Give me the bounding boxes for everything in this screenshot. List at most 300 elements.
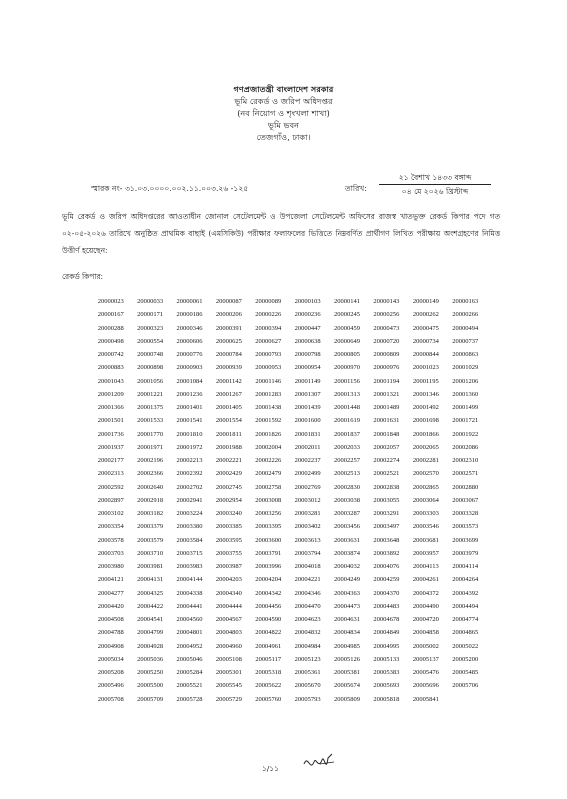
roll-number: 20005500	[137, 682, 164, 690]
roll-number: 20004325	[137, 589, 164, 597]
roll-number: 20005809	[334, 695, 361, 703]
roll-number: 20001401	[176, 404, 203, 411]
roll-number: 20004567	[215, 616, 242, 623]
roll-number: 20001619	[334, 417, 361, 425]
roll-number: 20004490	[412, 602, 439, 610]
roll-number: 20004908	[97, 642, 124, 650]
roll-number: 20004131	[137, 576, 164, 584]
roll-number: 20001438	[255, 404, 282, 411]
roll-number: 20004952	[176, 642, 203, 650]
roll-number: 20004259	[373, 576, 400, 584]
memo-reference: স্মারক নং- ৩১.০৩.০০০০.০০২.১১.০০৩.২৬ -১২৫	[91, 184, 249, 193]
roll-number: 20005622	[255, 682, 282, 690]
roll-number: 20004928	[137, 642, 164, 650]
roll-number: 20001592	[255, 417, 282, 425]
roll-number: 20000288	[97, 324, 124, 332]
roll-number: 20004801	[176, 629, 203, 637]
roll-number: 20002196	[137, 457, 164, 464]
date-block	[379, 172, 491, 197]
roll-number: 20002918	[137, 496, 164, 504]
roll-number: 20004277	[97, 589, 124, 597]
roll-number: 20002838	[373, 483, 400, 491]
roll-number: 20003067	[452, 496, 479, 504]
roll-number: 20001375	[137, 404, 164, 411]
roll-number: 20000953	[255, 364, 282, 372]
roll-number: 20003681	[412, 536, 439, 544]
roll-number: 20002954	[215, 496, 242, 504]
roll-number: 20004032	[334, 563, 361, 570]
roll-number: 20005496	[97, 682, 124, 690]
roll-number: 20004508	[97, 616, 124, 623]
roll-number: 20005034	[97, 655, 124, 663]
roll-number: 20005696	[412, 682, 439, 690]
roll-number: 20000776	[176, 351, 203, 358]
roll-number: 20004076	[373, 563, 400, 570]
roll-number: 20000473	[373, 324, 400, 332]
roll-number: 20004960	[215, 642, 242, 650]
roll-number: 20000226	[255, 311, 282, 319]
roll-number: 20005760	[255, 695, 282, 703]
roll-number: 20003631	[334, 536, 361, 544]
roll-number: 20001195	[412, 377, 439, 385]
roll-number: 20000206	[215, 311, 242, 319]
roll-number: 20003008	[255, 496, 282, 504]
roll-number: 20000143	[373, 298, 400, 305]
roll-number: 20003755	[215, 549, 242, 557]
roll-number: 20001023	[412, 364, 439, 372]
roll-number: 20002640	[137, 483, 164, 491]
roll-number: 20004849	[373, 629, 400, 637]
roll-number: 20001448	[334, 404, 361, 411]
roll-number: 20005002	[412, 642, 439, 650]
roll-number: 20002065	[412, 443, 439, 451]
roll-number: 20000323	[137, 324, 164, 332]
roll-number: 20002281	[412, 457, 439, 464]
roll-number: 20005485	[452, 669, 479, 676]
roll-number: 20005200	[452, 655, 479, 663]
roll-number: 20000023	[97, 298, 124, 305]
roll-number: 20004774	[452, 616, 479, 623]
roll-number: 20004560	[176, 616, 203, 623]
roll-number: 20004392	[452, 589, 479, 597]
roll-number: 20002830	[334, 483, 361, 491]
roll-number: 20002057	[373, 443, 400, 451]
signature-mark	[300, 750, 340, 780]
roll-number: 20001922	[452, 430, 479, 438]
roll-number: 20004865	[452, 629, 479, 637]
roll-number: 20003981	[137, 563, 164, 570]
roll-number: 20002177	[97, 457, 124, 464]
roll-number: 20004803	[215, 629, 242, 637]
roll-number: 20000883	[97, 364, 124, 372]
roll-number: 20002226	[255, 457, 282, 464]
roll-number: 20001405	[215, 404, 242, 411]
roll-number: 20005022	[452, 642, 479, 650]
roll-number: 20004985	[334, 642, 361, 650]
date-bangla: ২১ বৈশাখ ১৪৩৩ বঙ্গাব্দ	[379, 172, 491, 185]
roll-number: 20000805	[334, 351, 361, 358]
roll-number: 20000186	[176, 311, 203, 319]
roll-number: 20000720	[373, 337, 400, 345]
roll-number: 20005793	[294, 695, 321, 703]
roll-number: 20003791	[255, 549, 282, 557]
roll-number: 20002880	[452, 483, 479, 491]
roll-number: 20002004	[255, 443, 282, 451]
roll-number: 20004249	[334, 576, 361, 584]
roll-number: 20004832	[294, 629, 321, 637]
roll-number: 20003281	[294, 510, 321, 517]
roll-number: 20000266	[452, 311, 479, 319]
roll-number: 20004370	[373, 589, 400, 597]
roll-number: 20004984	[294, 642, 321, 650]
roll-number: 20001149	[294, 377, 321, 385]
roll-number: 20002521	[373, 470, 400, 478]
roll-number: 20004473	[334, 602, 361, 610]
roll-number: 20004261	[412, 576, 439, 584]
roll-number: 20000141	[334, 298, 361, 305]
roll-number: 20005693	[373, 682, 400, 690]
roll-number: 20001221	[137, 390, 164, 398]
roll-number: 20002479	[255, 470, 282, 478]
roll-number: 20001736	[97, 430, 124, 438]
roll-number: 20004788	[97, 629, 124, 637]
roll-number: 20001156	[334, 377, 360, 385]
roll-number: 20002366	[137, 470, 164, 478]
roll-number: 20003613	[294, 536, 321, 544]
roll-number: 20004121	[97, 576, 124, 584]
roll-number: 20001313	[334, 390, 361, 398]
roll-number: 20001492	[412, 404, 439, 411]
roll-number: 20000742	[97, 351, 124, 358]
roll-number: 20005133	[373, 655, 400, 663]
roll-number: 20004338	[176, 589, 203, 597]
roll-number: 20003064	[412, 496, 439, 504]
roll-number: 20000245	[334, 311, 361, 319]
roll-number: 20002237	[294, 457, 321, 464]
roll-number: 20005318	[255, 669, 282, 676]
roll-number: 20003380	[176, 523, 203, 531]
roll-number: 20000459	[334, 324, 361, 332]
roll-number: 20004264	[452, 576, 479, 584]
roll-number: 20000394	[255, 324, 282, 332]
roll-number: 20000784	[215, 351, 242, 358]
roll-number: 20005126	[334, 655, 361, 663]
roll-number: 20005046	[176, 655, 203, 663]
roll-number: 20004961	[255, 642, 282, 650]
roll-number: 20002392	[176, 470, 203, 478]
roll-number: 20001056	[137, 377, 164, 385]
roll-number: 20005137	[412, 655, 439, 663]
roll-number: 20001439	[294, 404, 321, 411]
roll-number: 20005108	[215, 655, 242, 663]
roll-number: 20003600	[255, 536, 282, 544]
roll-number: 20005674	[334, 682, 361, 690]
roll-number: 20001267	[215, 390, 242, 398]
roll-number: 20000748	[137, 351, 164, 358]
roll-number: 20003395	[255, 523, 282, 531]
roll-number: 20005545	[215, 682, 242, 690]
roll-number: 20005476	[412, 669, 439, 676]
roll-number: 20004113	[412, 563, 439, 570]
roll-number: 20003379	[137, 523, 164, 531]
roll-number: 20001971	[137, 443, 164, 451]
roll-number: 20003354	[97, 523, 124, 531]
roll-number: 20004144	[176, 576, 203, 584]
roll-number: 20001837	[334, 430, 361, 438]
roll-number: 20001043	[97, 377, 124, 385]
roll-number: 20003055	[373, 496, 400, 504]
roll-number: 20004631	[334, 616, 361, 623]
roll-number: 20005361	[294, 669, 321, 676]
roll-number: 20004346	[294, 589, 321, 597]
roll-number: 20003794	[294, 549, 321, 557]
roll-number: 20003240	[215, 510, 242, 517]
roll-number: 20003584	[176, 536, 203, 544]
roll-number: 20005818	[373, 695, 400, 703]
roll-number: 20000737	[452, 337, 479, 345]
roll-number: 20003038	[334, 496, 361, 504]
roll-number: 20000625	[215, 337, 242, 345]
roll-number: 20003102	[97, 510, 124, 517]
roll-number: 20002274	[373, 457, 400, 464]
roll-number: 20005670	[294, 682, 321, 690]
roll-number: 20001831	[294, 430, 321, 438]
roll-number: 20003579	[137, 536, 164, 544]
roll-number: 20004420	[97, 602, 124, 610]
roll-number: 20004340	[215, 589, 242, 597]
roll-number: 20001321	[373, 390, 400, 398]
roll-number: 20000863	[452, 351, 479, 358]
roll-number: 20002865	[412, 483, 439, 491]
roll-number: 20005383	[373, 669, 400, 676]
roll-number: 20000033	[137, 298, 164, 305]
roll-number: 20002310	[452, 457, 479, 464]
roll-number: 20003328	[452, 510, 479, 517]
date-english: ০৪ মে ২০২৬ খ্রিস্টাব্দ	[401, 187, 469, 196]
roll-number: 20002313	[97, 470, 124, 478]
roll-number: 20003892	[373, 549, 400, 557]
roll-number: 20004018	[294, 563, 321, 570]
roll-number: 20003874	[334, 549, 361, 557]
date-label: তারিখ:	[345, 184, 367, 193]
roll-number: 20001366	[97, 404, 124, 411]
roll-number: 20003546	[412, 523, 439, 531]
roll-number: 20004441	[176, 602, 203, 610]
roll-number: 20000638	[294, 337, 321, 345]
roll-number: 20000089	[255, 298, 282, 305]
roll-number: 20005250	[137, 669, 164, 676]
roll-number: 20003224	[176, 510, 203, 517]
roll-number: 20001084	[176, 377, 203, 385]
roll-number: 20002702	[176, 483, 203, 491]
roll-number: 20004221	[294, 576, 321, 584]
roll-number: 20003256	[255, 510, 282, 517]
roll-number: 20001848	[373, 430, 400, 438]
roll-number: 20000447	[294, 324, 321, 332]
roll-number: 20003957	[412, 549, 439, 557]
roll-number: 20003182	[137, 510, 164, 517]
header-government: গণপ্রজাতন্ত্রী বাংলাদেশ সরকার	[233, 84, 334, 94]
roll-number: 20002745	[215, 483, 242, 491]
roll-number: 20000649	[334, 337, 361, 345]
roll-number: 20002011	[294, 443, 321, 451]
roll-number: 20000103	[294, 298, 321, 305]
roll-number: 20000494	[452, 324, 479, 332]
roll-number: 20004799	[137, 629, 164, 637]
roll-number: 20004342	[255, 589, 282, 597]
roll-number: 20000606	[176, 337, 203, 345]
roll-number: 20003573	[452, 523, 479, 531]
roll-number: 20001236	[176, 390, 203, 398]
section-title: রেকর্ড কিপার:	[62, 272, 104, 281]
roll-number: 20005521	[176, 682, 203, 690]
roll-number: 20004483	[373, 602, 400, 610]
roll-number: 20003699	[452, 536, 479, 544]
roll-number: 20004444	[215, 602, 242, 610]
roll-number: 20004363	[334, 589, 361, 597]
roll-number: 20003291	[373, 510, 400, 517]
roll-number: 20004114	[452, 563, 479, 570]
roll-number: 20004623	[294, 616, 321, 623]
roll-number: 20001194	[373, 377, 400, 385]
roll-number: 20000087	[215, 298, 242, 305]
roll-number: 20003996	[255, 563, 282, 570]
roll-number: 20002758	[255, 483, 282, 491]
roll-number: 20001283	[255, 390, 282, 398]
roll-number: 20003287	[334, 510, 361, 517]
header-building: ভূমি ভবন	[267, 120, 300, 130]
roll-number-grid	[91, 295, 485, 706]
roll-number: 20000167	[97, 311, 124, 319]
roll-number: 20001826	[255, 430, 282, 438]
roll-number: 20001307	[294, 390, 321, 398]
roll-number: 20004422	[137, 602, 164, 610]
roll-number: 20002570	[412, 470, 439, 478]
roll-number: 20003303	[412, 510, 439, 517]
roll-number: 20000809	[373, 351, 400, 358]
roll-number: 20000903	[176, 364, 203, 372]
roll-number: 20001501	[97, 417, 124, 425]
roll-number: 20003979	[452, 549, 479, 557]
roll-number: 20001209	[97, 390, 124, 398]
roll-number: 20000346	[176, 324, 203, 332]
roll-number: 20002499	[294, 470, 321, 478]
roll-number: 20002221	[215, 457, 242, 464]
header-address: তেজগাঁও, ঢাকা।	[256, 132, 311, 142]
roll-number: 20003578	[97, 536, 124, 544]
roll-number: 20000627	[255, 337, 282, 345]
roll-number: 20005123	[294, 655, 321, 663]
roll-number: 20004590	[255, 616, 282, 623]
roll-number: 20002033	[334, 443, 361, 451]
roll-number: 20001988	[215, 443, 242, 451]
roll-number: 20001346	[412, 390, 439, 398]
roll-number: 20001600	[294, 417, 321, 425]
roll-number: 20004203	[215, 576, 242, 584]
page-number: ১/১১	[262, 764, 279, 773]
roll-number: 20000236	[294, 311, 321, 319]
roll-number: 20005728	[176, 695, 203, 703]
roll-number: 20001146	[255, 377, 282, 385]
roll-number: 20003980	[97, 563, 124, 570]
roll-number: 20004456	[255, 602, 282, 610]
roll-number: 20001489	[373, 404, 400, 411]
roll-number: 20001533	[137, 417, 164, 425]
notice-paragraph: ভূমি রেকর্ড ও জরিপ অধিদপ্তরের আওতাধীন জোনাল সেটেলমেন্ট ও উপজেলা সেটেলমেন্ট অফিসের রাজস্ব খাতভুক্ত রেকর্ড কিপার পদে গত ০২-০৫-২০২৬ তারিখে অনুষ্ঠিত প্রাথমিক বাছাই (এমসিকিউ) পরীক্ষার ফলাফলের ভিত্তিতে নিম্নবর্ণিত প্রার্থীগণ লিখিত পরীক্ষায় অংশগ্রহণের নিমিত্ত উত্তীর্ণ হয়েছেন:	[62, 212, 500, 255]
roll-number: 20005208	[97, 669, 124, 676]
roll-number: 20000793	[255, 351, 282, 358]
roll-number: 20000734	[412, 337, 439, 345]
roll-number: 20000798	[294, 351, 321, 358]
roll-number: 20000954	[294, 364, 321, 372]
roll-number: 20002769	[294, 483, 321, 491]
roll-number: 20003715	[176, 549, 203, 557]
roll-number: 20005381	[334, 669, 361, 676]
roll-number: 20005036	[137, 655, 164, 663]
roll-number: 20004720	[412, 616, 439, 623]
roll-number: 20001631	[373, 417, 400, 425]
roll-number: 20005729	[215, 695, 242, 703]
roll-number: 20003497	[373, 523, 400, 531]
roll-number: 20000391	[215, 324, 242, 332]
roll-number: 20003385	[215, 523, 242, 531]
roll-number: 20003983	[176, 563, 203, 570]
roll-number: 20004541	[137, 616, 164, 623]
roll-number: 20001142	[215, 377, 242, 385]
roll-number: 20001360	[452, 390, 479, 398]
roll-number: 20003456	[334, 523, 361, 531]
roll-number: 20001029	[452, 364, 479, 372]
roll-number: 20002429	[215, 470, 242, 478]
roll-number: 20004204	[255, 576, 282, 584]
roll-number: 20004995	[373, 642, 400, 650]
roll-number: 20005284	[176, 669, 203, 676]
roll-number: 20003595	[215, 536, 242, 544]
roll-number: 20004494	[452, 602, 479, 610]
roll-number: 20003710	[137, 549, 164, 557]
roll-number: 20005708	[97, 695, 124, 703]
roll-number: 20001810	[176, 430, 203, 438]
roll-number: 20004372	[412, 589, 439, 597]
roll-number: 20004470	[294, 602, 321, 610]
roll-number: 20003012	[294, 496, 321, 504]
roll-number: 20001770	[137, 430, 164, 438]
roll-number: 20003703	[97, 549, 124, 557]
roll-number: 20000976	[373, 364, 400, 372]
roll-number: 20004678	[373, 616, 400, 623]
roll-number: 20000970	[334, 364, 361, 372]
roll-number: 20005117	[255, 655, 282, 663]
roll-number: 20000256	[373, 311, 400, 319]
roll-number: 20001206	[452, 377, 479, 385]
roll-number: 20003648	[373, 536, 400, 544]
roll-number: 20005709	[137, 695, 164, 703]
header-department: ভূমি রেকর্ড ও জরিপ অধিদপ্তর	[234, 96, 333, 106]
roll-number: 20002592	[97, 483, 124, 491]
roll-number: 20000475	[412, 324, 439, 332]
roll-number: 20002571	[452, 470, 479, 478]
roll-number: 20000171	[137, 311, 164, 319]
roll-number: 20002257	[334, 457, 361, 464]
roll-number: 20003402	[294, 523, 321, 531]
roll-number: 20005706	[452, 682, 479, 690]
roll-number: 20002941	[176, 496, 203, 504]
roll-number: 20003987	[215, 563, 242, 570]
roll-number: 20001811	[215, 430, 242, 438]
roll-number: 20004834	[334, 629, 361, 637]
roll-number: 20000163	[452, 298, 479, 305]
roll-number: 20005301	[215, 669, 242, 676]
